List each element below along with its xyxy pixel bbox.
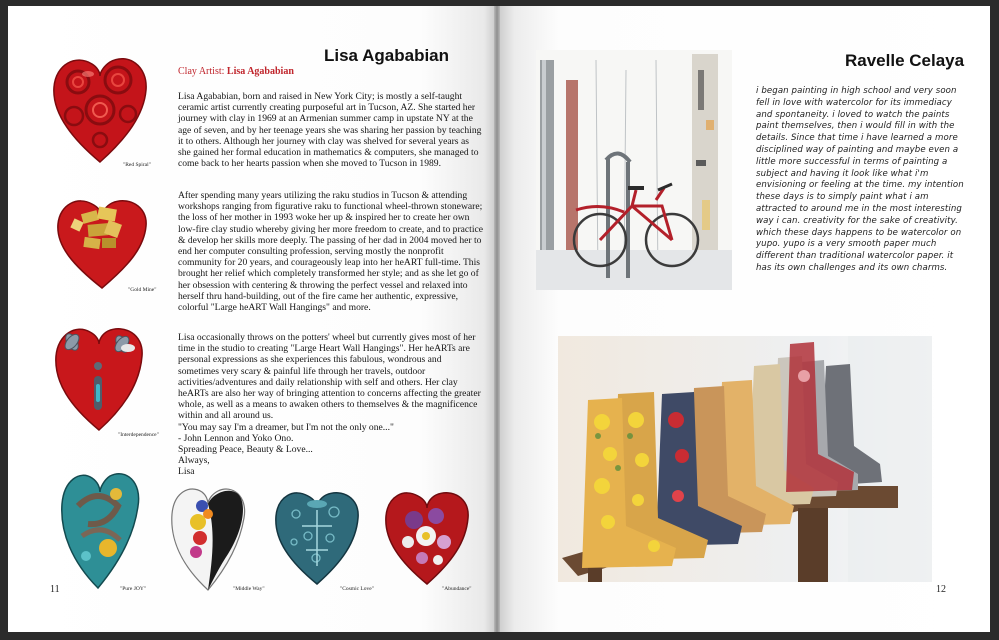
caption-gold-mine: "Gold Mine": [128, 287, 157, 293]
caption-middle-way: "Middle Way": [233, 586, 265, 592]
artist-statement: i began painting in high school and very soon fell in love with watercolor for its immediacy and spontaneity. i loved to watch the paints paint themselves, then i would fill in with the details. Since that time i have learned a more disciplined way of painting and maybe even a little more successful in terms of painting a subject and having it look like what i'm envisioning or feeling at the time. my intention these days is to simply paint what i am attracted to around me in the most interesting way i can. creativity for the sake of creativity. which these days happens to be watercolor on yupo. yupo is a very smooth paper much different than traditional watercolor paper. it has its own challenges and its own charms.: [756, 86, 964, 273]
cowboy-boots-watercolor-painting: [558, 336, 932, 582]
bio-paragraph-3-text: Lisa occasionally throws on the potters' wheel but currently gives most of her time in the studio to creating "Large Heart Wall Hangings". Her heARTs are personal expressions as she experiences this fabulous, wondrous and sometimes very scary & painful life through her travels, outdoor activities/adventures and daily relationship with self and others. Her clay heARTs are also her way of bringing attention to concerns affecting the greater whole, as well as a means to awaken others to themselves & the magnificence within and all around us. "You may say I'm a dreamer, but I'm not the only one..." - John Lennon and Yoko Ono. Spreading Peace, Beauty & Love... Always, Lisa: [178, 332, 481, 478]
caption-abundance: "Abundance": [442, 586, 472, 592]
heart-middle-way-image: [168, 482, 248, 592]
caption-interdependence: "Interdependence": [118, 432, 159, 438]
bio-paragraph-1: [178, 91, 483, 169]
right-page: [500, 6, 990, 632]
caption-red-spiral: "Red Spiral": [123, 162, 151, 168]
heart-interdependence-image: [52, 322, 146, 432]
bio-paragraph-3: [178, 332, 483, 478]
page-number-left: 11: [50, 584, 60, 595]
heart-pure-joy-image: [58, 466, 142, 590]
page-number-right: 12: [936, 584, 946, 595]
caption-pure-joy: "Pure JOY": [120, 586, 147, 592]
subhead-prefix: Clay Artist:: [178, 66, 227, 77]
artist-name-heading: Lisa Agababian: [324, 46, 450, 65]
heart-abundance-image: [382, 486, 472, 586]
bio-paragraph-2-text: After spending many years utilizing the raku studios in Tucson & attending workshops ranging from figurative raku to functional wheel-thrown stoneware; the loss of her mother in 1993 woke her up & inspired her to create her own low-fire clay studio whereby giving her more freedom to create, and to practice & develop her skills more deeply. The passing of her dad in 2004 moved her to end her computer consulting profession, serving mostly the nonprofit community for 20 years, and courageously leap into her heART full-time. This brought her relief which completely transformed her style; and as she let go of her obsession with centering & throwing the perfect vessel and relaxed into herself thru hand-building, out of the fire came her authentic, expressive, colorful "Large heART Wall Hangings" and more.: [178, 190, 484, 314]
subhead-name: Lisa Agababian: [226, 66, 294, 77]
left-page: [8, 6, 494, 632]
heart-cosmic-love-image: [272, 486, 362, 586]
bio-paragraph-2: [178, 190, 483, 313]
bicycle-watercolor-painting: [536, 50, 732, 290]
artist-subhead: [178, 66, 294, 77]
artist-name-heading: Ravelle Celaya: [845, 51, 965, 70]
heart-gold-mine-image: [54, 194, 150, 290]
heart-red-spiral-image: [50, 52, 150, 164]
caption-cosmic-love: "Cosmic Love": [340, 586, 374, 592]
bio-paragraph-1-text: Lisa Agababian, born and raised in New York City; is mostly a self-taught ceramic artist currently creating purposeful art in Tucson, AZ. She started her journey with clay in 1969 at an Armenian summer camp in upstate NY at the age of seven, and by her teenage years she was sharing her passion by teaching it to others. Although her journey with clay was shelved for several years as she gained her formal education in mathematics & computers, she managed to come back to her hearts passion when she moved to Tucson in 1989.: [178, 91, 482, 170]
